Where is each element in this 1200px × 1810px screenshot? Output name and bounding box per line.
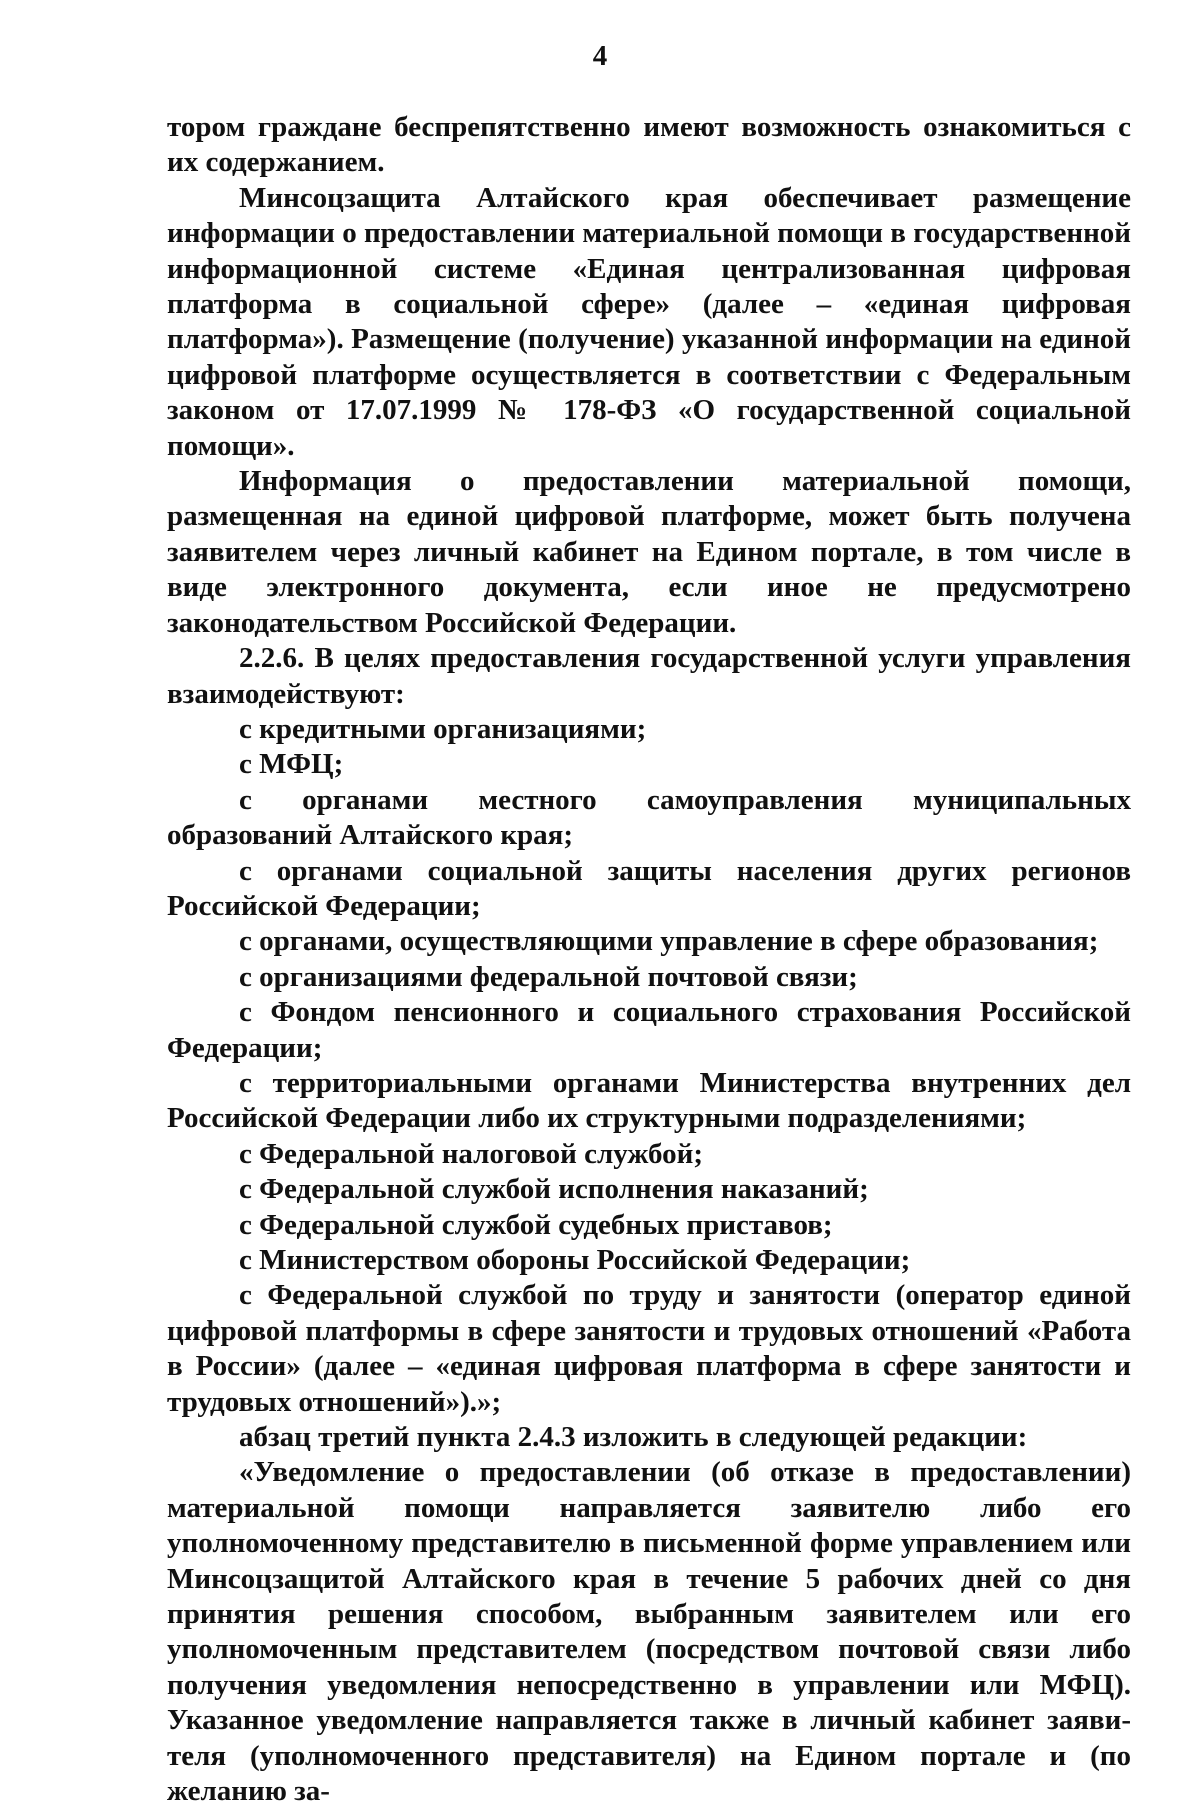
list-item-credit-orgs: с кредитными организациями; bbox=[239, 712, 647, 745]
list-item-penitentiary: с Федеральной службой исполнения наказаний; bbox=[239, 1173, 869, 1206]
page-number: 4 bbox=[592, 40, 608, 72]
list-item-bailiffs: с Федеральной службой судебных приставов; bbox=[239, 1208, 833, 1241]
paragraph-continuation: тором граждане беспрепятственно имеют возможность ознакомиться с их содержанием. bbox=[167, 111, 1131, 179]
list-item-education: с органами, осуществляющими управление в сфере образования; bbox=[239, 925, 1099, 958]
list-item-defense-ministry: с Министерством обороны Российской Федерации; bbox=[239, 1244, 911, 1276]
list-item-labor-service: с Федеральной службой по труду и занятости (оператор единой цифровой платформы в сфере занятости и трудовых отношений «Работа в России» (далее – «единая цифровая платформа в сфере занятости и трудовых отношений»).»; bbox=[167, 1279, 1131, 1418]
paragraph-2-2-6: 2.2.6. В целях предоставления государственной услуги управления взаимодействуют: bbox=[167, 642, 1131, 710]
list-item-tax-service: с Федеральной налоговой службой; bbox=[239, 1137, 703, 1170]
list-item-local-gov: с органами местного самоуправления муниципальных образований Алтайского края; bbox=[167, 783, 1131, 852]
list-item-postal: с организациями федеральной почтовой связи; bbox=[239, 960, 858, 993]
document-body bbox=[167, 110, 1131, 1810]
list-item-mfc: с МФЦ; bbox=[239, 748, 344, 781]
paragraph-amendment-2-4-3: абзац третий пункта 2.4.3 изложить в следующей редакции: bbox=[239, 1421, 1028, 1454]
paragraph-platform-info: Минсоцзащита Алтайского края обеспечивает размещение информации о предоставлении материальной помощи в государственной информационной системе «Единая централизованная цифровая платформа в социальной сфере» (далее – «единая цифровая платформа»). Размещение (получение) указанной информации на единой цифровой платформе осуществляется в соответствии с Федеральным законом от 17.07.1999 № 178-ФЗ «О государственной социальной помощи». bbox=[167, 181, 1131, 462]
list-item-pension-fund: с Фондом пенсионного и социального страхования Российской Федерации; bbox=[167, 996, 1131, 1064]
list-item-social-protection: с органами социальной защиты населения других регионов Российской Федерации; bbox=[167, 854, 1131, 922]
list-item-interior-ministry: с территориальными органами Министерства внутренних дел Российской Федерации либо их структурными подразделениями; bbox=[167, 1066, 1131, 1135]
paragraph-info-access: Информация о предоставлении материальной помощи, размещенная на единой цифровой платформе, может быть получена заявителем через личный кабинет на Едином портале, в том числе в виде электронного документа, если иное не предусмотрено законодательством Российской Федерации. bbox=[167, 465, 1131, 639]
paragraph-notification: «Уведомление о предоставлении (об отказе в предоставлении) материальной помощи направляется заявителю либо его уполномоченному представителю в письменной форме управлением или Минсоцзащитой Алтайского края в течение 5 рабочих дней со дня принятия решения способом, выбранным заявителем или его уполномоченным представителем (посредством почтовой связи либо получения уведомления непосредственно в управлении или МФЦ). Указанное уведомление направляется также в личный кабинет заявителя (уполномоченного представителя) на Едином портале и (по желанию за- bbox=[167, 1456, 1131, 1808]
